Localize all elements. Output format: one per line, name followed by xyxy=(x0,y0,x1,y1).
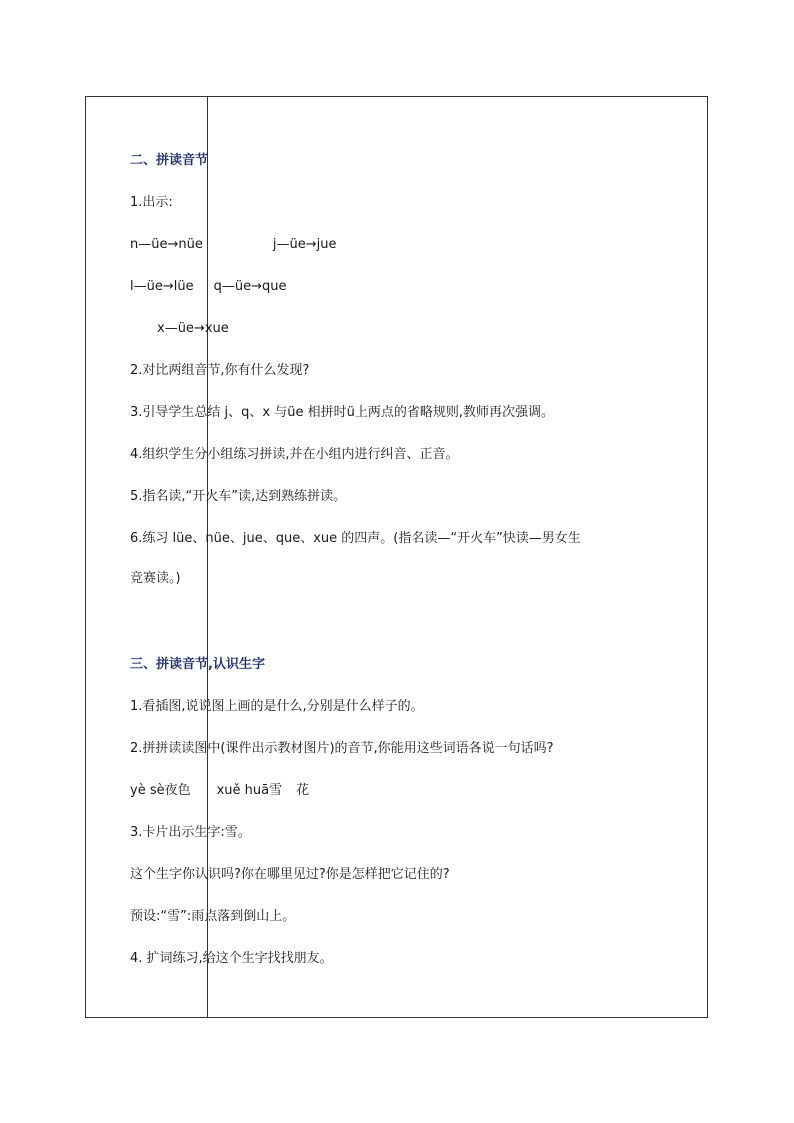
section2-heading: 二、拼读音节 xyxy=(130,153,209,168)
section3-p1: 1.看插图,说说图上画的是什么,分别是什么样子的。 xyxy=(130,699,424,714)
section3-p3-question: 这个生字你认识吗?你在哪里见过?你是怎样把它记住的? xyxy=(130,867,450,882)
section2-p6-line1: 6.练习 lüe、nüe、jue、que、xue 的四声。(指名读—“开火车”快读—男女生 xyxy=(130,531,581,546)
word-xuehua-tail: 花 xyxy=(296,783,310,798)
section3-p4: 4. 扩词练习,给这个生字找找朋友。 xyxy=(130,951,333,966)
section3-p2: 2.拼拼读读图中(课件出示教材图片)的音节,你能用这些词语各说一句话吗? xyxy=(130,741,554,756)
section3-heading: 三、拼读音节,认识生字 xyxy=(130,657,265,672)
section2-show: 1.出示: xyxy=(130,195,173,210)
section2-p2: 2.对比两组音节,你有什么发现? xyxy=(130,363,310,378)
syllable-xue: x—üe→xue xyxy=(157,321,229,336)
word-yese: yè sè夜色 xyxy=(130,783,191,798)
word-xuehua: xuě huā雪 xyxy=(216,783,283,798)
syllable-nue: n—üe→nüe xyxy=(130,237,203,252)
section2-row1 xyxy=(130,237,336,253)
section2-p3: 3.引导学生总结 j、q、x 与üe 相拼时ü上两点的省略规则,教师再次强调。 xyxy=(130,405,554,420)
section3-p3-preset: 预设:“雪”:雨点落到倒山上。 xyxy=(130,909,296,924)
section2-p4: 4.组织学生分小组练习拼读,并在小组内进行纠音、正音。 xyxy=(130,447,459,462)
section2-p6-line2: 竞赛读。) xyxy=(130,571,181,586)
section2-row2 xyxy=(130,279,286,295)
syllable-que: q—üe→que xyxy=(213,279,287,294)
syllable-jue: j—üe→jue xyxy=(272,237,337,252)
section2-p5: 5.指名读,“开火车”读,达到熟练拼读。 xyxy=(130,489,347,504)
section3-p3: 3.卡片出示生字:雪。 xyxy=(130,825,251,840)
section3-words xyxy=(130,783,309,799)
syllable-lue: l—üe→lüe xyxy=(130,279,194,294)
